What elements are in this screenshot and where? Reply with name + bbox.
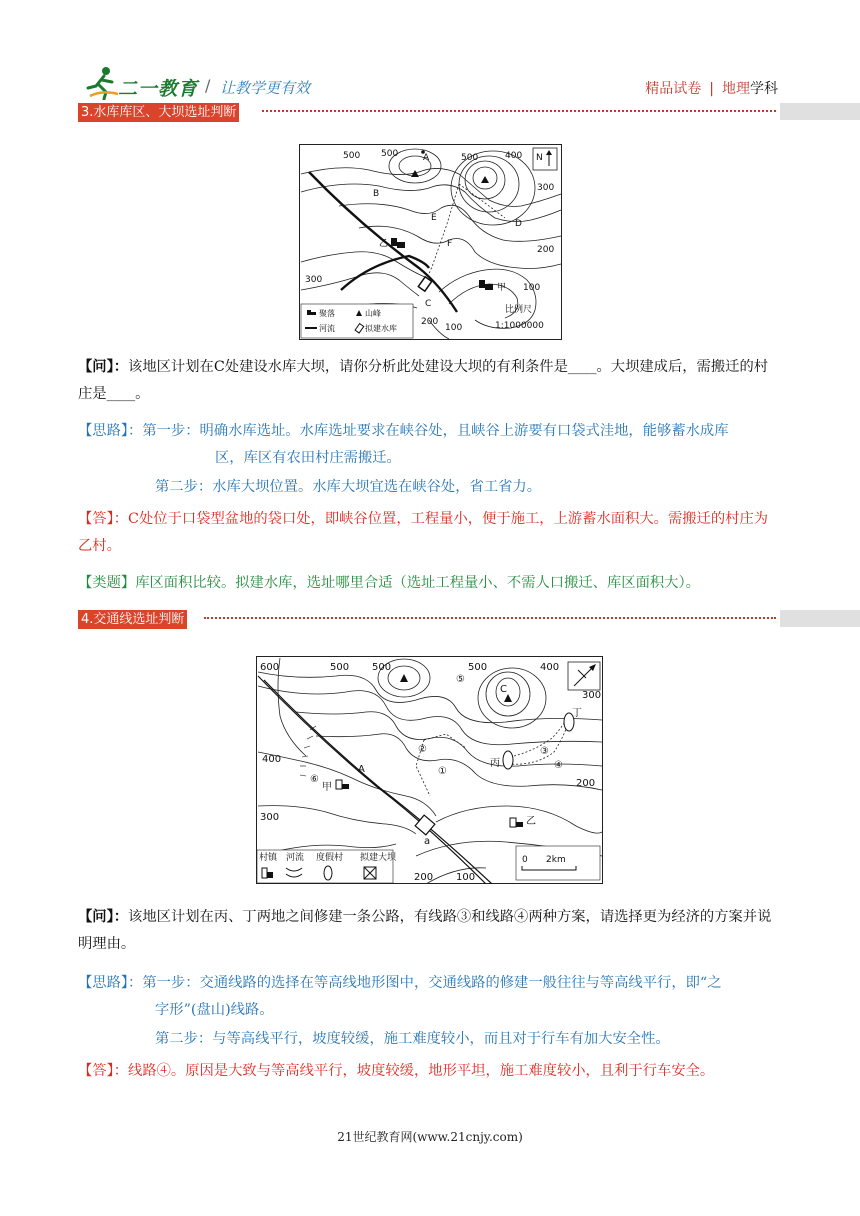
logo-runner-icon: [84, 66, 120, 100]
map1-label: 200: [421, 317, 439, 327]
section3-think-step1-cont: 区，库区有农田村庄需搬迁。: [215, 450, 401, 466]
section3-think-tag: 【思路】：: [78, 423, 143, 439]
map2-label: 丙: [490, 758, 500, 769]
section3-think-step1: 第一步：明确水库选址。水库选址要求在峡谷处，且峡谷上游要有口袋式洼地，能够蓄水成库: [142, 423, 729, 439]
map2-label: 500: [330, 662, 350, 673]
map2-label: 200: [414, 872, 434, 883]
map2-legend-resort: 度假村: [316, 853, 344, 863]
logo-slogan: 让教学更有效: [220, 79, 311, 97]
map2-legend-river: 河流: [286, 853, 305, 863]
map2-label: 500: [372, 662, 392, 673]
section3-think: [78, 418, 780, 501]
header-label-subject: 学科: [750, 81, 778, 97]
map2-label: A: [358, 764, 365, 775]
section3-question: [78, 354, 780, 408]
section3-category-text: 库区面积比较。拟建水库，选址哪里合适（选址工程量小、不需人口搬迁、库区面积大）。: [135, 575, 700, 591]
map2-label: ④: [554, 760, 563, 771]
header-separator: |: [709, 81, 714, 97]
map2-label: 500: [468, 662, 488, 673]
map2-legend-town: 村镇: [259, 853, 278, 863]
map1-label: N: [536, 153, 543, 163]
map2-label: 甲: [322, 782, 332, 793]
map1-label: D: [515, 219, 522, 229]
section3-question-text: 该地区计划在C处建设水库大坝，请你分析此处建设大坝的有利条件是____。大坝建成后，需搬迁的村庄是____。: [78, 359, 769, 402]
section4-title: 4.交通线选址判断: [78, 610, 187, 629]
section4-think-step1-cont: 字形”(盘山)线路。: [155, 1002, 274, 1018]
section3-category: [78, 570, 780, 597]
map2-label: ②: [418, 744, 427, 755]
section4-think-tag: 【思路】：: [78, 975, 143, 991]
section4-question-tag: 【问】：: [78, 909, 129, 925]
section3-divider: [262, 110, 776, 112]
section3-think-step2: 第二步：水库大坝位置。水库大坝宜选在峡谷处，省工省力。: [155, 479, 542, 495]
map2-label: ⑤: [456, 674, 465, 685]
map1-legend-peak: 山峰: [365, 309, 381, 318]
map1-label: 500: [461, 153, 479, 163]
map1-label: C: [425, 299, 432, 309]
map1-legend-settlement: 聚落: [319, 309, 335, 318]
map2-label: 300: [582, 690, 602, 701]
section4-think-step1: 第一步：交通线路的选择在等高线地形图中，交通线路的修建一般往往与等高线平行，即“之: [142, 975, 722, 991]
section4-answer-text: 线路④。原因是大致与等高线平行，坡度较缓，地形平坦，施工难度较小，且利于行车安全。: [128, 1063, 715, 1079]
logo-divider: /: [205, 76, 211, 95]
map1-label: 300: [537, 183, 555, 193]
section3-title: 3.水库库区、大坝选址判断: [78, 103, 239, 122]
section3-answer-tag: 【答】：: [78, 511, 129, 527]
section4-think: [78, 970, 780, 1053]
map2-label: 400: [540, 662, 560, 673]
map1-label: 500: [343, 151, 361, 161]
map2-label: ①: [438, 766, 447, 777]
map1-scale-value: 1:1000000: [495, 321, 544, 331]
map2-label: a: [424, 836, 431, 847]
map2-label: 400: [262, 754, 282, 765]
map2-legend-dam: 拟建大坝: [360, 853, 397, 863]
section4-answer: [78, 1058, 780, 1085]
logo-text: 二一教育: [118, 78, 199, 100]
map1-label: 400: [505, 151, 523, 161]
map1-label: A: [423, 153, 430, 163]
section3-answer-text: C处位于口袋型盆地的袋口处，即峡谷位置，工程量小，便于施工，上游蓄水面积大。需搬迁的村庄为乙村。: [78, 511, 769, 554]
map1-label: B: [373, 189, 380, 199]
road-contour-map: [256, 656, 603, 884]
header-subject: [645, 78, 778, 98]
map1-label: 500: [381, 149, 399, 159]
map2-scale-unit: 2km: [546, 855, 566, 865]
header-label-papers: 精品试卷: [645, 81, 702, 97]
map2-label: 丁: [572, 708, 582, 719]
map2-label: 200: [576, 778, 596, 789]
section4-question: [78, 904, 780, 958]
map2-label: ③: [540, 746, 549, 757]
map2-label: 100: [456, 872, 476, 883]
map2-label: 600: [260, 662, 280, 673]
map1-label: 200: [537, 245, 555, 255]
map1-scale-title: 比例尺: [505, 305, 533, 315]
map1-label: 100: [445, 323, 463, 333]
map1-label: 乙: [379, 239, 389, 249]
map2-label: 乙: [526, 816, 536, 827]
reservoir-contour-map: [299, 144, 562, 340]
section3-category-tag: 【类题】: [78, 575, 136, 591]
map2-label: ⑥: [310, 774, 319, 785]
map1-label: F: [447, 239, 453, 249]
map1-label: 100: [523, 283, 541, 293]
map1-label: 甲: [497, 283, 507, 293]
section4-think-step2: 第二步：与等高线平行，坡度较缓，施工难度较小，而且对于行车有加大安全性。: [155, 1031, 670, 1047]
map2-scale-zero: 0: [522, 855, 528, 865]
section4-question-text: 该地区计划在丙、丁两地之间修建一条公路，有线路③和线路④两种方案，请选择更为经济的方案并说明理由。: [78, 909, 772, 952]
section3-answer: [78, 506, 780, 560]
map2-label: C: [500, 684, 507, 695]
map1-legend-river: 河流: [319, 324, 335, 333]
map1-legend-reservoir: 拟建水库: [365, 324, 397, 333]
section3-question-tag: 【问】：: [78, 359, 129, 375]
section4-divider: [204, 617, 776, 619]
map2-label: 300: [260, 812, 280, 823]
section3-bar-end: [780, 103, 860, 120]
header-label-geo: 地理: [722, 81, 750, 97]
page-footer: 21世纪教育网(www.21cnjy.com): [337, 1130, 523, 1144]
section4-bar-end: [780, 610, 860, 627]
section4-answer-tag: 【答】：: [78, 1063, 129, 1079]
map1-label: E: [431, 213, 437, 223]
map1-label: 300: [305, 275, 323, 285]
